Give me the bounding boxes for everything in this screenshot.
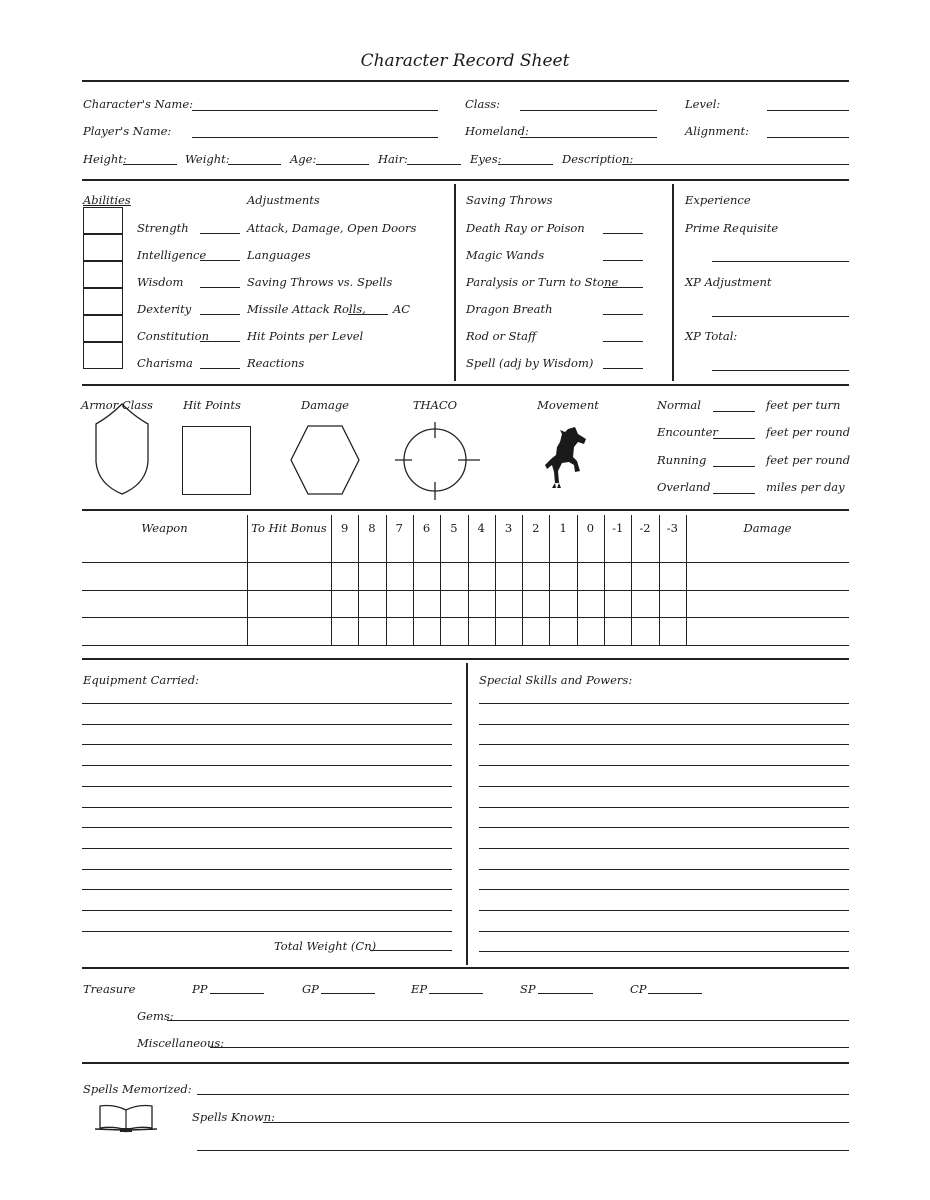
ac-column-header: 5 <box>450 521 458 535</box>
crosshair-icon <box>395 418 481 504</box>
coin-field[interactable] <box>429 993 483 994</box>
prime-requisite-field[interactable] <box>712 261 849 262</box>
movement-rate-field[interactable] <box>713 438 755 439</box>
table-divider <box>549 515 550 645</box>
equipment-line[interactable] <box>82 869 452 870</box>
coin-label: GP <box>302 982 319 996</box>
ability-score-box[interactable] <box>83 234 123 261</box>
movement-unit: feet per round <box>766 425 851 439</box>
saving-throw-label: Magic Wands <box>466 248 545 262</box>
skill-line[interactable] <box>479 910 849 911</box>
alignment-label: Alignment: <box>685 124 750 138</box>
xp-adjustment-label: XP Adjustment <box>685 275 772 289</box>
shield-icon <box>92 400 152 496</box>
class-label: Class: <box>465 97 501 111</box>
treasure-heading: Treasure <box>83 982 136 996</box>
movement-label: Movement <box>537 398 599 412</box>
divider <box>82 179 849 181</box>
spellbook-icon <box>94 1102 158 1134</box>
skills-heading: Special Skills and Powers: <box>479 673 633 687</box>
ability-adjustment-label: Saving Throws vs. Spells <box>247 275 393 289</box>
skill-line[interactable] <box>479 931 849 932</box>
skill-line[interactable] <box>479 848 849 849</box>
divider <box>82 1062 849 1064</box>
ac-column-header: 6 <box>422 521 431 535</box>
ac-column-header: 2 <box>532 521 540 535</box>
table-divider <box>577 515 578 645</box>
ability-adjustment-field[interactable] <box>200 314 240 315</box>
ability-adjustment-label: Attack, Damage, Open Doors <box>247 221 417 235</box>
xp-total-label: XP Total: <box>685 329 738 343</box>
skill-line[interactable] <box>479 889 849 890</box>
equipment-line[interactable] <box>82 931 452 932</box>
ability-adjustment-field[interactable] <box>200 260 240 261</box>
coin-label: CP <box>630 982 647 996</box>
movement-rate-field[interactable] <box>713 466 755 467</box>
ac-column-header: 3 <box>504 521 513 535</box>
description-label: Description: <box>562 152 634 166</box>
equipment-line[interactable] <box>82 786 452 787</box>
miscellaneous-label: Miscellaneous: <box>137 1036 225 1050</box>
coin-label: SP <box>520 982 536 996</box>
saving-throw-field[interactable] <box>603 341 643 342</box>
saving-throw-field[interactable] <box>603 233 643 234</box>
movement-rate-field[interactable] <box>713 411 755 412</box>
skill-line[interactable] <box>479 827 849 828</box>
table-divider <box>247 515 248 645</box>
xp-total-field[interactable] <box>712 370 849 371</box>
table-divider <box>386 515 387 645</box>
weapon-row[interactable] <box>82 590 849 591</box>
table-divider <box>604 515 605 645</box>
movement-unit: feet per round <box>766 453 851 467</box>
player-name-label: Player's Name: <box>83 124 172 138</box>
ability-name: Wisdom <box>137 275 184 289</box>
weight-label: Weight: <box>185 152 230 166</box>
weight-field[interactable] <box>228 164 281 165</box>
ability-score-box[interactable] <box>83 261 123 288</box>
ability-name: Intelligence <box>137 248 207 262</box>
homeland-label: Homeland: <box>465 124 529 138</box>
skill-line[interactable] <box>479 807 849 808</box>
table-divider <box>358 515 359 645</box>
weapon-header: Weapon <box>141 521 188 535</box>
alignment-field[interactable] <box>767 137 849 138</box>
saving-throw-label: Dragon Breath <box>466 302 553 316</box>
weapon-row[interactable] <box>82 562 849 563</box>
hit-points-box[interactable] <box>182 426 251 495</box>
skill-line[interactable] <box>479 951 849 952</box>
skill-line[interactable] <box>479 869 849 870</box>
divider <box>82 80 849 82</box>
equipment-line[interactable] <box>82 910 452 911</box>
table-divider <box>331 515 332 645</box>
spells-known-label: Spells Known: <box>192 1110 276 1124</box>
ability-score-box[interactable] <box>83 315 123 342</box>
experience-heading: Experience <box>685 193 751 207</box>
eyes-label: Eyes: <box>470 152 502 166</box>
equipment-line[interactable] <box>82 889 452 890</box>
dexterity-ac-field[interactable] <box>348 314 388 315</box>
movement-unit: miles per day <box>766 480 845 494</box>
saving-throw-label: Rod or Staff <box>466 329 537 343</box>
character-name-label: Character's Name: <box>83 97 194 111</box>
adjustments-heading: Adjustments <box>247 193 320 207</box>
ac-column-header: 8 <box>368 521 376 535</box>
table-divider <box>495 515 496 645</box>
movement-rate-field[interactable] <box>713 493 755 494</box>
level-label: Level: <box>685 97 721 111</box>
equipment-line[interactable] <box>82 807 452 808</box>
abilities-heading: Abilities <box>83 193 131 207</box>
ability-score-box[interactable] <box>83 342 123 369</box>
movement-mode: Encounter <box>657 425 718 439</box>
saving-throw-field[interactable] <box>603 260 643 261</box>
total-weight-field[interactable] <box>370 950 452 951</box>
table-divider <box>440 515 441 645</box>
height-label: Height: <box>83 152 127 166</box>
ability-score-box[interactable] <box>83 288 123 315</box>
ability-adjustment-label: Reactions <box>247 356 305 370</box>
homeland-field[interactable] <box>520 137 657 138</box>
description-field[interactable] <box>622 164 849 165</box>
ac-column-header: 0 <box>586 521 595 535</box>
divider <box>672 184 674 381</box>
ability-score-box[interactable] <box>83 207 123 234</box>
coin-field[interactable] <box>538 993 593 994</box>
ability-adjustment-field[interactable] <box>200 233 240 234</box>
equipment-line[interactable] <box>82 848 452 849</box>
ac-column-header: -2 <box>639 521 651 535</box>
dexterity-ac-label: AC <box>393 302 411 316</box>
gems-field[interactable] <box>167 1020 849 1021</box>
divider <box>82 658 849 660</box>
skill-line[interactable] <box>479 703 849 704</box>
table-divider <box>413 515 414 645</box>
equipment-line[interactable] <box>82 703 452 704</box>
divider <box>454 184 456 381</box>
equipment-line[interactable] <box>82 827 452 828</box>
weapon-row[interactable] <box>82 645 849 646</box>
ac-column-header: -1 <box>612 521 624 535</box>
ac-column-header: 4 <box>477 521 485 535</box>
skill-line[interactable] <box>479 744 849 745</box>
saving-throw-field[interactable] <box>603 368 643 369</box>
table-divider <box>522 515 523 645</box>
age-field[interactable] <box>316 164 369 165</box>
movement-mode: Running <box>657 453 707 467</box>
ability-name: Strength <box>137 221 189 235</box>
armor-class-label: Armor Class <box>81 398 153 412</box>
damage-header: Damage <box>743 521 792 535</box>
saving-throw-label: Spell (adj by Wisdom) <box>466 356 594 370</box>
movement-unit: feet per turn <box>766 398 841 412</box>
hit-points-label: Hit Points <box>183 398 241 412</box>
ability-adjustment-label: Hit Points per Level <box>247 329 364 343</box>
page-title: Character Record Sheet <box>360 51 570 71</box>
skill-line[interactable] <box>479 765 849 766</box>
coin-field[interactable] <box>210 993 264 994</box>
equipment-line[interactable] <box>82 765 452 766</box>
total-weight-label: Total Weight (Cn) <box>274 939 377 953</box>
miscellaneous-field[interactable] <box>210 1047 849 1048</box>
saving-throw-field[interactable] <box>603 287 643 288</box>
equipment-heading: Equipment Carried: <box>83 673 199 687</box>
coin-label: EP <box>411 982 428 996</box>
table-divider <box>659 515 660 645</box>
saving-throw-field[interactable] <box>603 314 643 315</box>
thaco-label: THACO <box>412 398 458 412</box>
hexagon-icon <box>290 425 360 495</box>
saving-throw-label: Paralysis or Turn to Stone <box>466 275 619 289</box>
spells-memorized-label: Spells Memorized: <box>83 1082 192 1096</box>
height-field[interactable] <box>123 164 177 165</box>
ability-name: Constitution <box>137 329 209 343</box>
gems-label: Gems: <box>137 1009 174 1023</box>
table-divider <box>631 515 632 645</box>
spells-known-field[interactable] <box>263 1122 849 1123</box>
movement-mode: Overland <box>657 480 711 494</box>
hair-field[interactable] <box>407 164 461 165</box>
weapon-row[interactable] <box>82 617 849 618</box>
skill-line[interactable] <box>479 786 849 787</box>
saving-throw-label: Death Ray or Poison <box>466 221 585 235</box>
player-name-field[interactable] <box>192 137 438 138</box>
age-label: Age: <box>290 152 317 166</box>
ability-adjustment-label: Missile Attack Rolls, <box>247 302 366 316</box>
divider <box>82 967 849 969</box>
saving-throws-heading: Saving Throws <box>466 193 553 207</box>
hair-label: Hair: <box>378 152 408 166</box>
xp-adjustment-field[interactable] <box>712 316 849 317</box>
class-field[interactable] <box>520 110 657 111</box>
coin-label: PP <box>192 982 208 996</box>
ability-adjustment-field[interactable] <box>200 341 240 342</box>
ability-adjustment-field[interactable] <box>200 287 240 288</box>
ability-name: Dexterity <box>137 302 192 316</box>
ac-column-header: 1 <box>559 521 567 535</box>
prime-requisite-label: Prime Requisite <box>685 221 779 235</box>
to-hit-bonus-header: To Hit Bonus <box>251 521 327 535</box>
coin-field[interactable] <box>321 993 375 994</box>
equipment-line[interactable] <box>82 744 452 745</box>
level-field[interactable] <box>767 110 849 111</box>
ac-column-header: 9 <box>340 521 349 535</box>
ability-name: Charisma <box>137 356 193 370</box>
table-divider <box>468 515 469 645</box>
ac-column-header: 7 <box>395 521 403 535</box>
equipment-line[interactable] <box>82 724 452 725</box>
divider <box>82 384 849 386</box>
divider <box>466 663 468 965</box>
horse-icon <box>543 425 591 491</box>
spells-known-field[interactable] <box>197 1150 849 1151</box>
coin-field[interactable] <box>648 993 702 994</box>
spells-memorized-field[interactable] <box>197 1094 849 1095</box>
eyes-field[interactable] <box>498 164 553 165</box>
skill-line[interactable] <box>479 724 849 725</box>
character-name-field[interactable] <box>192 110 438 111</box>
ac-column-header: -3 <box>666 521 678 535</box>
ability-adjustment-field[interactable] <box>200 368 240 369</box>
table-divider <box>686 515 687 645</box>
divider <box>82 509 849 511</box>
movement-mode: Normal <box>657 398 701 412</box>
damage-label: Damage <box>300 398 349 412</box>
ability-adjustment-label: Languages <box>247 248 311 262</box>
